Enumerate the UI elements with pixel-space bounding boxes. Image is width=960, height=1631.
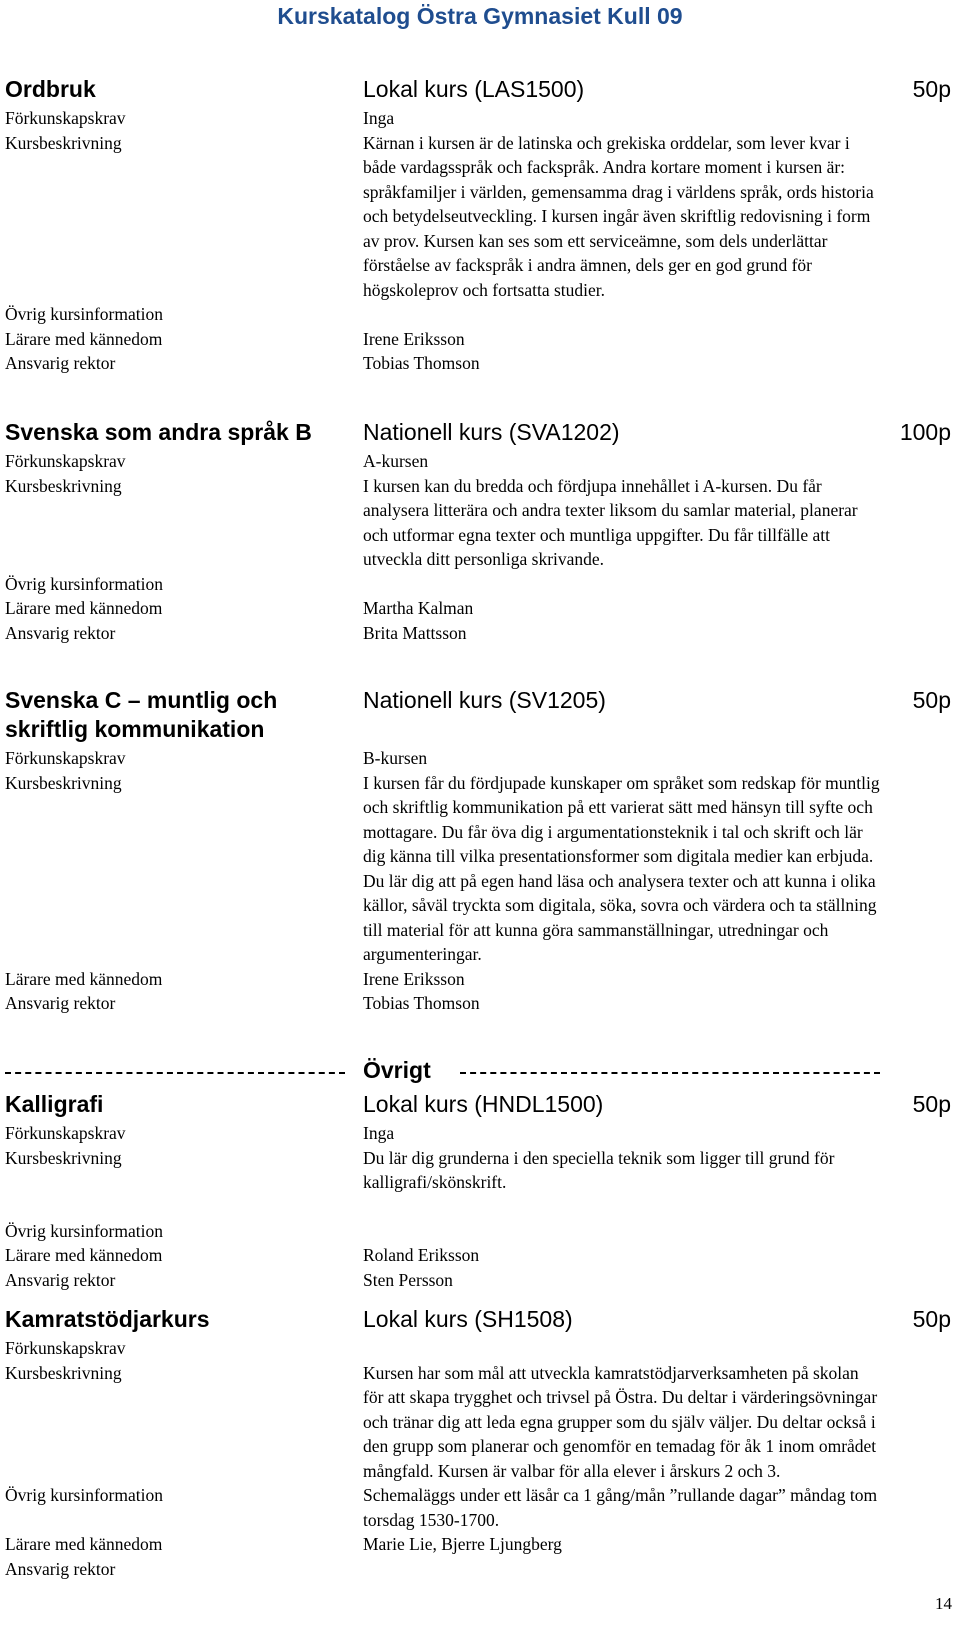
course-block [5,75,957,376]
other-info-row [5,1483,957,1532]
principal-label: Ansvarig rektor [5,1269,116,1290]
other-info-label: Övrig kursinformation [5,1485,163,1505]
course-name: Ordbruk [5,76,96,102]
other-info-label: Övrig kursinformation [5,1220,163,1241]
description-row [5,1361,957,1484]
description-label: Kursbeskrivning [5,772,122,793]
description-value: Kursen har som mål att utveckla kamratstödjarverksamheten på skolan för att skapa trygghet och trivsel på Östra. Du deltar i värderingsövningar och tränar dig att leda egna grupper som du själv väljer. Du deltar också i den grupp som planerar och genomför en temadag för åk 1 inom området mångfald. Kursen är valbar för alla elever i årskurs 2 och 3. [363,1362,878,1481]
teacher-label: Lärare med kännedom [5,1245,163,1265]
principal-value: Brita Mattsson [363,622,467,643]
prerequisite-label: Förkunskapskrav [5,108,126,128]
teacher-label: Lärare med kännedom [5,968,163,989]
principal-value [363,1557,883,1582]
course-block [5,686,957,1016]
course-header [5,686,957,746]
description-row [5,771,957,967]
prerequisite-value [363,1336,883,1361]
description-value: I kursen får du fördjupade kunskaper om språket som redskap för muntlig och skriftlig kommunikation på ett varierat sätt med hänsyn till syfte och mottagare. Du får öva dig i argumentationsteknik i tal och skrift och lär dig känna till vilka presentationsformer som digitala medier kan erbjuda. Du lär dig att på egen hand läsa och analysera texter och att kunna i olika källor, såväl tryckta som digitala, söka, sovra och värdera och ta ställning till material för att kunna göra sammanställningar, utredningar och argumenteringar. [363,772,880,964]
course-points: 50p [912,1091,951,1117]
principal-label: Ansvarig rektor [5,1558,116,1579]
prerequisite-label: Förkunskapskrav [5,1338,126,1358]
course-block [5,1305,957,1581]
course-header [5,418,957,449]
prerequisite-row [5,746,957,771]
description-value: Kärnan i kursen är de latinska och grekiska orddelar, som lever kvar i både vardagsspråk och fackspråk. Andra kortare moment i kursen är: språkfamiljer i världen, gemensamma drag i världens språk, ords historia och betydelseutveckling. I kursen ingår även skriftlig redovisning i form av prov. Kursen kan ses som ett serviceämne, som dels underlättar förståelse av fackspråk i andra ämnen, dels ger en god grund för högskoleprov och fortsatta studier. [363,132,874,300]
teacher-value: Irene Eriksson [363,328,465,349]
other-info-value [363,572,883,597]
course-code: Lokal kurs (HNDL1500) [363,1091,604,1117]
course-code: Lokal kurs (LAS1500) [363,76,585,102]
description-label: Kursbeskrivning [5,132,122,153]
other-info-row [5,302,957,327]
principal-label: Ansvarig rektor [5,622,116,643]
description-row [5,1146,957,1219]
other-info-value [363,1219,883,1244]
teacher-value: Marie Lie, Bjerre Ljungberg [363,1534,562,1554]
prerequisite-value: Inga [363,108,395,128]
course-name: Svenska som andra språk B [5,419,312,445]
principal-row [5,1268,957,1293]
course-header [5,75,957,106]
course-header [5,1305,957,1336]
description-value: I kursen kan du bredda och fördjupa innehållet i A-kursen. Du får analysera litterära och andra texter liksom du samlar material, planerar och utformar egna texter och muntliga uppgifter. Du får tillfälle att utveckla ditt personliga skrivande. [363,475,858,569]
course-points: 50p [912,1306,951,1332]
page-number: 14 [935,1594,952,1613]
description-label: Kursbeskrivning [5,475,122,496]
other-info-label: Övrig kursinformation [5,573,163,594]
prerequisite-row [5,1336,957,1361]
description-label: Kursbeskrivning [5,1362,122,1383]
principal-value: Sten Persson [363,1269,453,1290]
course-name: Svenska C – muntlig och skriftlig kommunikation [5,687,278,742]
prerequisite-row [5,449,957,474]
divider-label: Övrigt [363,1057,431,1083]
teacher-value: Martha Kalman [363,598,474,618]
teacher-value: Roland Eriksson [363,1245,480,1265]
course-header [5,1090,957,1121]
course-points: 50p [912,687,951,713]
teacher-label: Lärare med kännedom [5,598,163,618]
course-block [5,1090,957,1292]
teacher-row [5,1532,957,1557]
course-name: Kalligrafi [5,1091,104,1117]
prerequisite-value: Inga [363,1123,395,1143]
principal-row [5,621,957,646]
prerequisite-label: Förkunskapskrav [5,748,126,768]
other-info-row [5,572,957,597]
description-row [5,474,957,572]
teacher-label: Lärare med kännedom [5,1534,163,1554]
divider-dashes-left [5,1055,345,1085]
teacher-row [5,327,957,352]
teacher-label: Lärare med kännedom [5,328,163,349]
description-row [5,131,957,303]
prerequisite-value: A-kursen [363,451,429,471]
divider-dashes-right [460,1055,880,1085]
course-code: Nationell kurs (SVA1202) [363,419,620,445]
section-divider [5,1055,955,1085]
principal-label: Ansvarig rektor [5,353,116,373]
principal-row [5,1557,957,1582]
course-block [5,418,957,645]
prerequisite-row [5,106,957,131]
principal-row [5,351,957,376]
principal-value: Tobias Thomson [363,353,480,373]
teacher-value: Irene Eriksson [363,968,465,989]
teacher-row [5,596,957,621]
document-title: Kurskatalog Östra Gymnasiet Kull 09 [277,3,683,29]
course-points: 50p [912,76,951,102]
principal-label: Ansvarig rektor [5,993,116,1013]
principal-value: Tobias Thomson [363,993,480,1013]
teacher-row [5,967,957,992]
prerequisite-label: Förkunskapskrav [5,451,126,471]
description-label: Kursbeskrivning [5,1147,122,1168]
other-info-label: Övrig kursinformation [5,304,163,324]
description-value: Du lär dig grunderna i den speciella teknik som ligger till grund för kalligrafi/skönskrift. [363,1147,835,1192]
teacher-row [5,1243,957,1268]
course-points: 100p [899,419,951,445]
prerequisite-row [5,1121,957,1146]
course-name: Kamratstödjarkurs [5,1306,210,1332]
prerequisite-label: Förkunskapskrav [5,1123,126,1143]
other-info-row [5,1219,957,1244]
other-info-value: Schemaläggs under ett läsår ca 1 gång/mån ”rullande dagar” måndag tom torsdag 1530-1700. [363,1485,878,1530]
other-info-value [363,302,883,327]
course-code: Lokal kurs (SH1508) [363,1306,573,1332]
prerequisite-value: B-kursen [363,748,428,768]
course-code: Nationell kurs (SV1205) [363,687,606,713]
principal-row [5,991,957,1016]
